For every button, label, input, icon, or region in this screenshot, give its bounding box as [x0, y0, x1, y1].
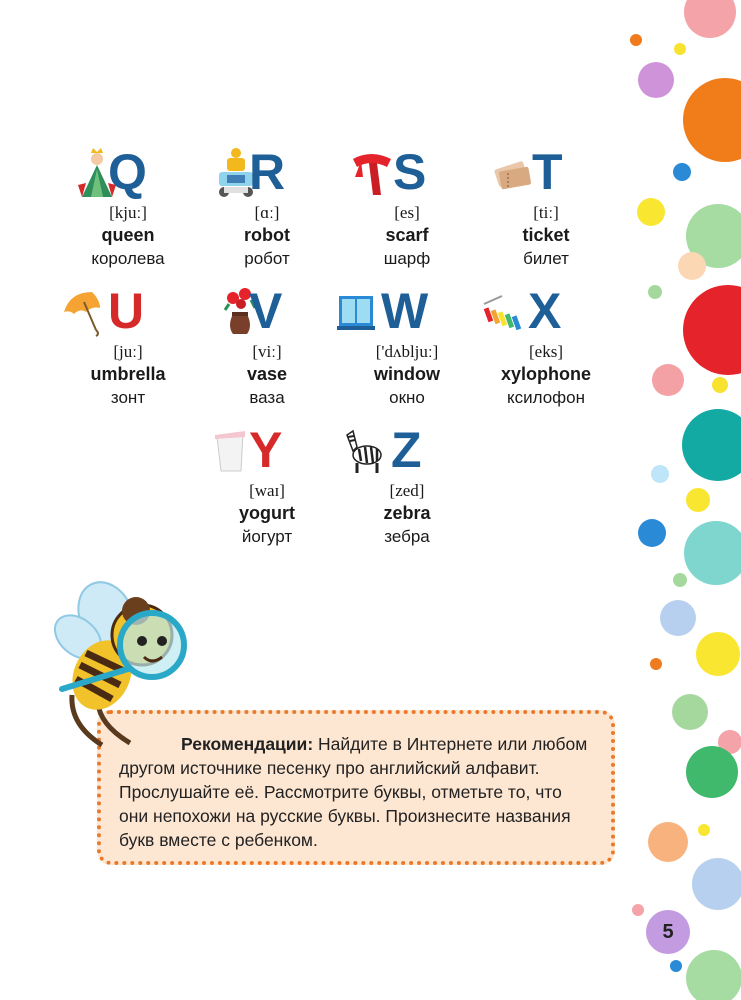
yogurt-icon [211, 425, 253, 477]
letter-card-u [68, 280, 188, 420]
xylophone-icon [482, 286, 524, 338]
translation: зонт [110, 388, 146, 407]
pronunciation: [es] [394, 203, 420, 222]
pronunciation: [eks] [529, 342, 563, 361]
translation: ваза [249, 388, 285, 407]
umbrella-icon [62, 286, 104, 338]
letter-card-r [207, 141, 327, 281]
letter-card-t [486, 141, 606, 281]
pronunciation: [kjuː] [109, 203, 147, 222]
english-word: umbrella [90, 364, 166, 384]
ticket-icon [492, 147, 534, 199]
recommendation-lead: Рекомендации: [181, 734, 314, 754]
pronunciation: [juː] [113, 342, 143, 361]
letter-card-q [68, 141, 188, 281]
recommendation-body: Найдите в Интернете или любом другом источнике песенку про английский алфавит. Прослушайте её. Рассмотрите буквы, отметьте то, что они непохожи на русские буквы. Произнесите названия букв вместе с ребенком. [119, 734, 588, 850]
window-icon [335, 286, 377, 338]
english-word: queen [101, 225, 155, 245]
letter-card-s [347, 141, 467, 281]
letter: V [249, 283, 283, 339]
letter-card-x [486, 280, 606, 420]
letter: Q [108, 144, 147, 200]
letter: T [532, 144, 563, 200]
english-word: xylophone [500, 364, 591, 384]
translation: йогурт [241, 527, 293, 546]
translation: окно [389, 388, 425, 407]
translation: королева [91, 249, 165, 268]
letter-card-z [347, 419, 467, 559]
english-word: window [374, 364, 440, 384]
letter-card-y [207, 419, 327, 559]
pronunciation: ['dʌbljuː] [375, 342, 439, 361]
english-word: zebra [383, 503, 431, 523]
letter: W [381, 283, 429, 339]
letter-card-w [347, 280, 467, 420]
pronunciation: [ɑː] [254, 203, 280, 222]
letter: Z [391, 422, 422, 478]
pronunciation: [viː] [252, 342, 282, 361]
letter: R [249, 144, 286, 200]
translation: шарф [383, 249, 431, 268]
english-word: yogurt [239, 503, 295, 523]
page-number: 5 [646, 910, 690, 954]
letter-card-v [207, 280, 327, 420]
pronunciation: [waɪ] [249, 481, 285, 500]
scarf-icon [351, 147, 393, 199]
translation: зебра [384, 527, 430, 546]
pronunciation: [zed] [389, 481, 425, 500]
letter: X [528, 283, 562, 339]
english-word: scarf [385, 225, 429, 245]
english-word: ticket [522, 225, 570, 245]
translation: ксилофон [506, 388, 586, 407]
translation: робот [244, 249, 290, 268]
zebra-icon [343, 425, 385, 477]
english-word: robot [244, 225, 290, 245]
letter: Y [249, 422, 283, 478]
letter: S [393, 144, 427, 200]
pronunciation: [tiː] [533, 203, 559, 222]
bee-with-magnifier-icon [50, 575, 210, 755]
english-word: vase [246, 364, 288, 384]
letter: U [108, 283, 145, 339]
translation: билет [523, 249, 569, 268]
